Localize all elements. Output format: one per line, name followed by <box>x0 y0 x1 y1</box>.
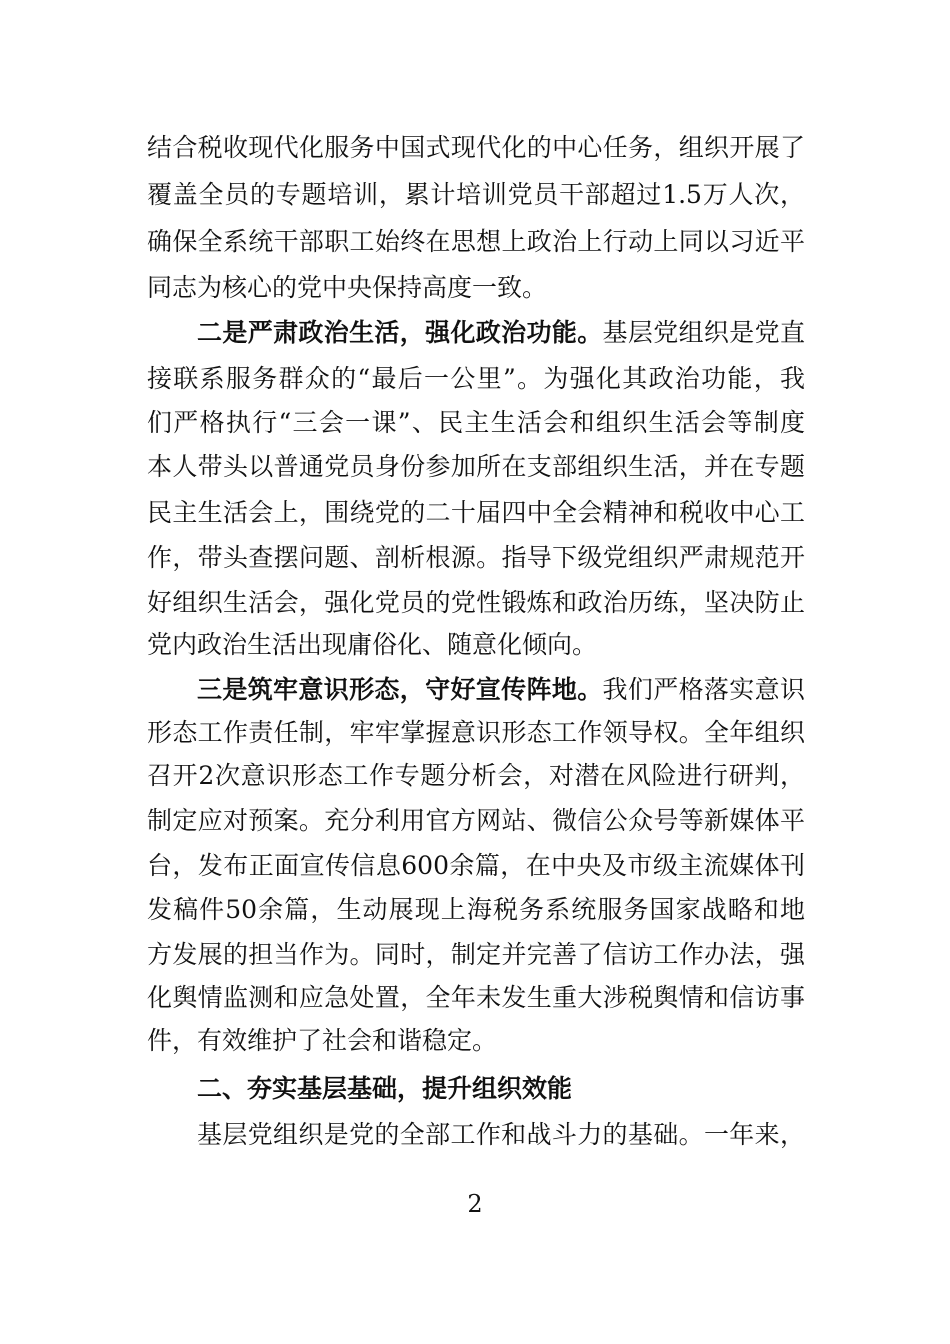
text-line <box>147 408 805 438</box>
line-text: 件，有效维护了社会和谐稳定。 <box>147 1026 498 1055</box>
line-text: 制定应对预案。充分利用官方网站、微信公众号等新媒体平 <box>147 806 805 835</box>
line-text: 发稿件50余篇，生动展现上海税务系统服务国家战略和地 <box>147 895 805 924</box>
line-text: 民主生活会上，围绕党的二十届四中全会精神和税收中心工 <box>147 498 805 527</box>
line-text: 我们严格落实意识 <box>602 675 805 704</box>
text-line <box>147 718 805 748</box>
line-text: 本人带头以普通党员身份参加所在支部组织生活，并在专题 <box>147 452 805 481</box>
text-line <box>147 133 805 163</box>
text-line <box>147 630 805 660</box>
line-text: 台，发布正面宣传信息600余篇，在中央及市级主流媒体刊 <box>147 851 805 880</box>
text-line <box>147 452 805 482</box>
line-text: 化舆情监测和应急处置，全年未发生重大涉税舆情和信访事 <box>147 983 805 1012</box>
line-text: 结合税收现代化服务中国式现代化的中心任务，组织开展了 <box>147 133 805 162</box>
line-text: 方发展的担当作为。同时，制定并完善了信访工作办法，强 <box>147 940 805 969</box>
text-line <box>147 180 805 210</box>
bold-lead: 二是严肃政治生活，强化政治功能。 <box>197 318 603 347</box>
line-text: 们严格执行“三会一课”、民主生活会和组织生活会等制度 <box>147 408 805 437</box>
line-text: 接联系服务群众的“最后一公里”。为强化其政治功能，我 <box>147 364 805 393</box>
bold-lead: 二、夯实基层基础，提升组织效能 <box>197 1074 573 1103</box>
line-text: 同志为核心的党中央保持高度一致。 <box>147 273 548 302</box>
line-text: 基层党组织是党直 <box>602 318 805 347</box>
text-line <box>197 1120 805 1150</box>
text-line <box>197 675 805 705</box>
line-text: 形态工作责任制，牢牢掌握意识形态工作领导权。全年组织 <box>147 718 805 747</box>
page-number: 2 <box>467 1190 483 1218</box>
text-line <box>147 364 805 394</box>
line-text: 基层党组织是党的全部工作和战斗力的基础。一年来， <box>197 1120 805 1149</box>
text-line <box>147 761 805 791</box>
text-line <box>147 806 805 836</box>
text-line <box>147 543 805 573</box>
text-line <box>147 940 805 970</box>
line-text: 覆盖全员的专题培训，累计培训党员干部超过1.5万人次， <box>147 180 805 209</box>
bold-lead: 三是筑牢意识形态，守好宣传阵地。 <box>197 675 603 704</box>
section-heading <box>197 1074 805 1104</box>
text-line <box>197 318 805 348</box>
text-line <box>147 1026 805 1056</box>
text-line <box>147 273 805 303</box>
line-text: 好组织生活会，强化党员的党性锻炼和政治历练，坚决防止 <box>147 588 805 617</box>
text-line <box>147 498 805 528</box>
text-line <box>147 588 805 618</box>
text-line <box>147 895 805 925</box>
line-text: 党内政治生活出现庸俗化、随意化倾向。 <box>147 630 598 659</box>
line-text: 作，带头查摆问题、剖析根源。指导下级党组织严肃规范开 <box>147 543 805 572</box>
text-line <box>147 227 805 257</box>
text-line <box>147 851 805 881</box>
line-text: 确保全系统干部职工始终在思想上政治上行动上同以习近平 <box>147 227 805 256</box>
line-text: 召开2次意识形态工作专题分析会，对潜在风险进行研判， <box>147 761 805 790</box>
text-line <box>147 983 805 1013</box>
